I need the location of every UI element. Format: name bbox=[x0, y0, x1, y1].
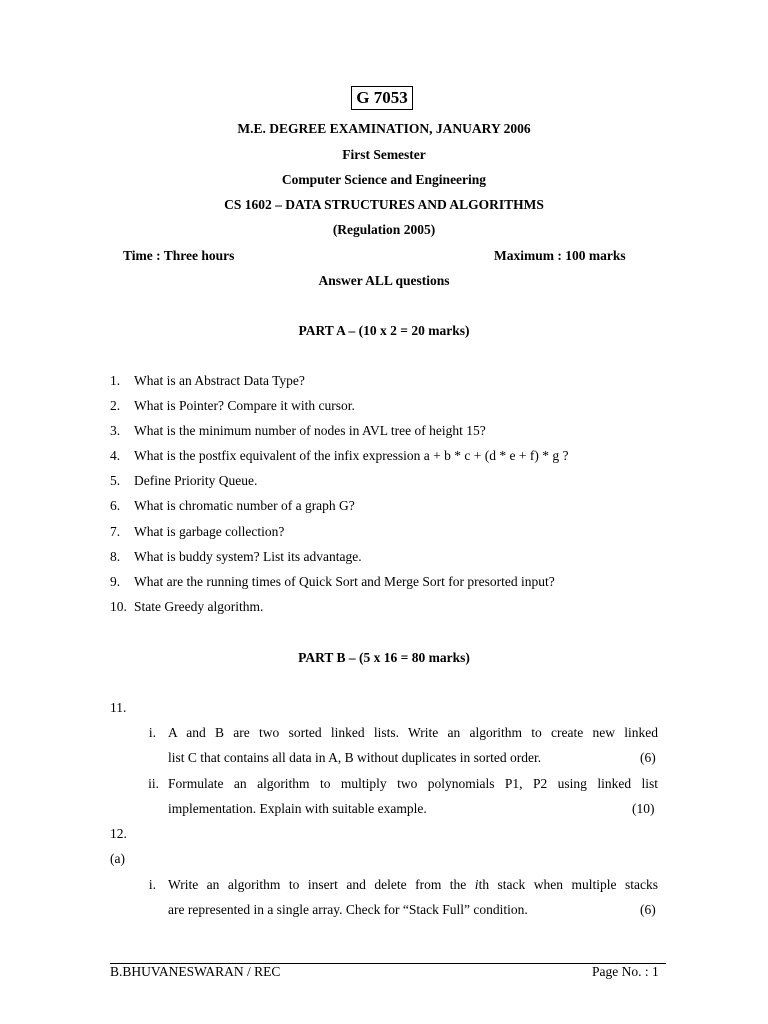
q12-i-line1-start: Write an algorithm to insert and delete from the bbox=[168, 877, 475, 892]
instruction: Answer ALL questions bbox=[318, 273, 450, 288]
question-number: 9. bbox=[110, 574, 121, 589]
question-12-number: 12. bbox=[110, 826, 127, 841]
question-number: 6. bbox=[110, 498, 121, 513]
list-item bbox=[110, 423, 486, 439]
question-number: 5. bbox=[110, 473, 121, 488]
list-item bbox=[110, 448, 568, 464]
q12-i-marks: (6) bbox=[640, 902, 656, 917]
q11-ii-line1: Formulate an algorithm to multiply two polynomials P1, P2 using linked list bbox=[168, 776, 658, 791]
q11-i-line1: A and B are two sorted linked lists. Write an algorithm to create new linked bbox=[168, 725, 658, 740]
question-text: What is an Abstract Data Type? bbox=[134, 373, 305, 388]
question-text: What is chromatic number of a graph G? bbox=[134, 498, 355, 513]
q12-i-line2: are represented in a single array. Check for “Stack Full” condition. bbox=[168, 902, 528, 917]
exam-title: M.E. DEGREE EXAMINATION, JANUARY 2006 bbox=[237, 121, 531, 136]
q12-i-line1 bbox=[168, 877, 658, 893]
question-text: What are the running times of Quick Sort and Merge Sort for presorted input? bbox=[134, 574, 555, 589]
question-number: 2. bbox=[110, 398, 121, 413]
question-number: 4. bbox=[110, 448, 121, 463]
question-text: What is Pointer? Compare it with cursor. bbox=[134, 398, 355, 413]
list-item bbox=[110, 373, 305, 389]
question-text: What is garbage collection? bbox=[134, 524, 285, 539]
question-number: 10. bbox=[110, 599, 127, 614]
q11-ii-number: ii. bbox=[148, 776, 159, 791]
q11-i-line2: list C that contains all data in A, B without duplicates in sorted order. bbox=[168, 750, 542, 765]
list-item bbox=[110, 574, 555, 590]
footer-page-number: Page No. : 1 bbox=[592, 964, 659, 979]
regulation: (Regulation 2005) bbox=[332, 222, 436, 237]
maximum-marks: Maximum : 100 marks bbox=[494, 248, 626, 263]
q12-i-number: i. bbox=[148, 877, 156, 892]
question-number: 3. bbox=[110, 423, 121, 438]
time-allowed: Time : Three hours bbox=[123, 248, 235, 263]
list-item bbox=[110, 498, 355, 514]
question-number: 8. bbox=[110, 549, 121, 564]
q11-ii-line2: implementation. Explain with suitable example. bbox=[168, 801, 427, 816]
q11-ii-marks: (10) bbox=[632, 801, 655, 816]
department: Computer Science and Engineering bbox=[281, 172, 487, 187]
footer-author: B.BHUVANESWARAN / REC bbox=[110, 964, 281, 979]
list-item bbox=[110, 398, 355, 414]
q11-i-number: i. bbox=[148, 725, 156, 740]
list-item bbox=[110, 599, 263, 615]
question-text: What is the minimum number of nodes in AVL tree of height 15? bbox=[134, 423, 486, 438]
question-number: 7. bbox=[110, 524, 121, 539]
list-item bbox=[110, 524, 284, 540]
q12-i-italic: i bbox=[474, 877, 479, 892]
question-text: What is buddy system? List its advantage. bbox=[134, 549, 362, 564]
paper-code: G 7053 bbox=[351, 86, 413, 110]
list-item bbox=[110, 549, 362, 565]
part-b-title: PART B – (5 x 16 = 80 marks) bbox=[298, 650, 470, 665]
question-text: State Greedy algorithm. bbox=[134, 599, 264, 614]
list-item bbox=[110, 473, 257, 489]
question-number: 1. bbox=[110, 373, 121, 388]
part-a-title: PART A – (10 x 2 = 20 marks) bbox=[298, 323, 470, 338]
q12-i-line1-end: th stack when multiple stacks bbox=[478, 877, 658, 892]
question-text: Define Priority Queue. bbox=[134, 473, 258, 488]
q11-i-marks: (6) bbox=[640, 750, 656, 765]
question-text: What is the postfix equivalent of the infix expression a + b * c + (d * e + f) * g ? bbox=[134, 448, 569, 463]
question-11-number: 11. bbox=[110, 700, 127, 715]
semester: First Semester bbox=[342, 147, 426, 162]
course-title: CS 1602 – DATA STRUCTURES AND ALGORITHMS bbox=[224, 197, 544, 212]
q12-sub-a: (a) bbox=[110, 851, 125, 866]
